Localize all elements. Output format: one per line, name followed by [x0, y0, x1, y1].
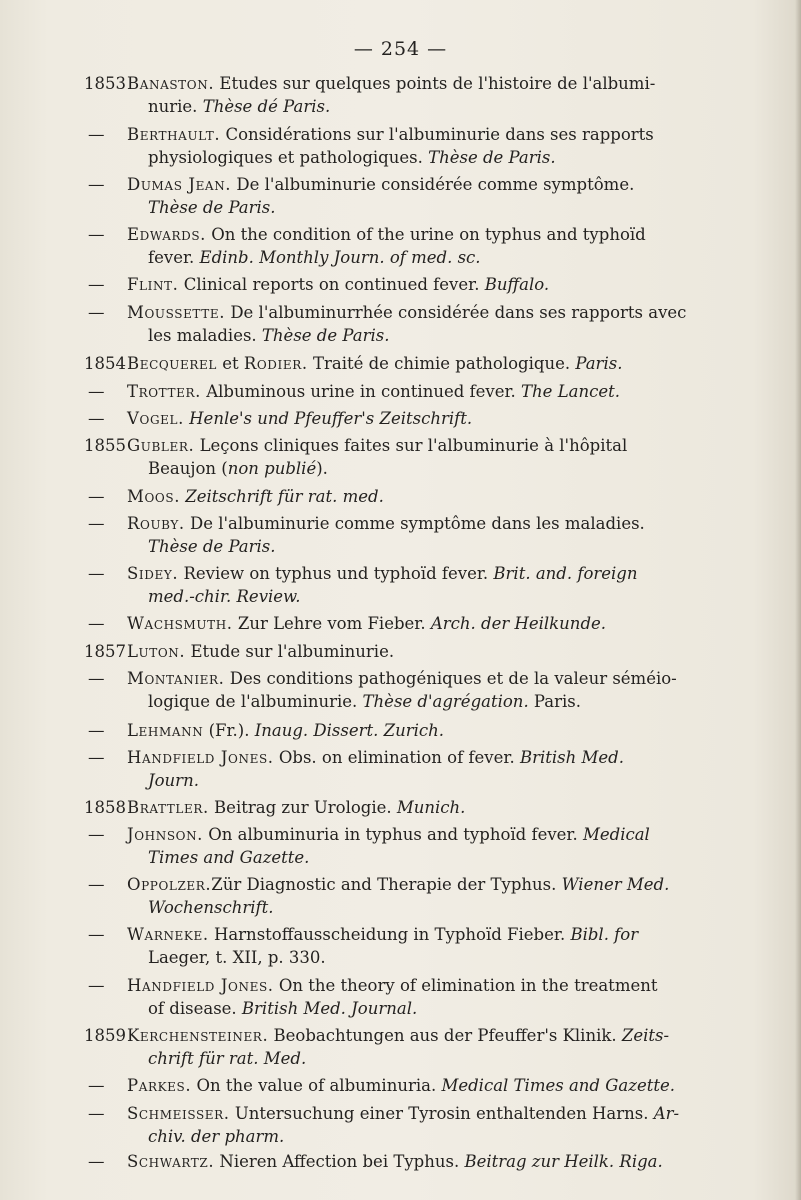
entry-year: 1854 — [84, 354, 126, 373]
entry-author: Flint. — [127, 275, 179, 294]
entry-text — [127, 301, 717, 347]
entry-dash: — — [88, 303, 105, 322]
entry-text — [127, 123, 717, 169]
entry-author: Montanier. — [127, 669, 225, 688]
entry-dash: — — [88, 275, 105, 294]
entry-author: Brattler. — [127, 798, 209, 817]
entry-source: non publié — [227, 459, 317, 478]
entry-text — [127, 1150, 717, 1173]
entry-line — [127, 562, 717, 585]
entry-text — [127, 796, 717, 819]
entry-author: Vogel. — [127, 409, 184, 428]
entry-author: Luton. — [127, 642, 186, 661]
entry-line — [127, 1024, 717, 1047]
page-edge-shadow — [795, 0, 801, 1200]
entry-dash: — — [88, 1152, 105, 1171]
entry-title: ). — [316, 459, 328, 478]
entry-author: Warneke. — [127, 925, 209, 944]
entry-title: les maladies. — [148, 326, 262, 345]
entry-source: Wiener Med. — [561, 875, 670, 894]
entry-source: Medical — [582, 825, 650, 844]
entry-text — [127, 223, 717, 269]
entry-text — [127, 974, 717, 1020]
entry-text — [127, 823, 717, 869]
entry-title: Des conditions pathogéniques et de la valeur séméio- — [224, 669, 677, 688]
entry-title: logique de l'albuminurie. — [148, 692, 363, 711]
entry-dash: — — [88, 721, 105, 740]
entry-source: British Med. — [519, 748, 624, 767]
entry-source: Beitrag zur Heilk. Riga. — [464, 1152, 663, 1171]
entry-title: De l'albuminurie comme symptôme dans les maladies. — [184, 514, 645, 533]
entry-title: Albuminous urine in continued fever. — [200, 382, 522, 401]
entry-source: Times and Gazette. — [148, 848, 310, 867]
entry-author: Gubler. — [127, 436, 195, 455]
entry-line-continued — [127, 324, 717, 347]
entry-source: Inaug. Dissert. Zurich. — [254, 721, 444, 740]
entry-author: Parkes. — [127, 1076, 192, 1095]
entry-dash: — — [88, 382, 105, 401]
entry-source: med.-chir. Review. — [148, 587, 301, 606]
entry-line — [127, 746, 717, 769]
entry-text — [127, 352, 717, 375]
entry-title: physiologiques et pathologiques. — [148, 148, 429, 167]
entry-author: Becquerel — [127, 354, 217, 373]
entry-text — [127, 719, 717, 742]
entry-dash: — — [88, 825, 105, 844]
entry-line — [127, 923, 717, 946]
entry-author: Handfield Jones. — [127, 976, 274, 995]
entry-author: Moos. — [127, 487, 181, 506]
entry-author: Schwartz. — [127, 1152, 215, 1171]
entry-dash: — — [88, 925, 105, 944]
entry-text — [127, 667, 717, 713]
entry-text — [127, 173, 717, 219]
entry-line-continued — [127, 457, 717, 480]
entry-title: Beobachtungen aus der Pfeuffer's Klinik. — [268, 1026, 622, 1045]
entry-line — [127, 223, 717, 246]
entry-dash: — — [88, 614, 105, 633]
entry-line — [127, 719, 717, 742]
entry-source: Bibl. for — [570, 925, 639, 944]
entry-author: Rouby. — [127, 514, 185, 533]
entry-source: Thèse de Paris. — [148, 198, 276, 217]
entry-author: Schmeisser. — [127, 1104, 230, 1123]
entry-text — [127, 1102, 717, 1148]
entry-text — [127, 273, 717, 296]
entry-text — [127, 380, 717, 403]
entry-source: Zeits- — [621, 1026, 670, 1045]
entry-line — [127, 823, 717, 846]
entry-source: Wochenschrift. — [148, 898, 274, 917]
entry-line-continued — [127, 946, 717, 969]
entry-title: Review on typhus und typhoïd fever. — [178, 564, 494, 583]
entry-dash: — — [88, 1104, 105, 1123]
entry-title: Considérations sur l'albuminurie dans ses rapports — [220, 125, 654, 144]
entry-conjunction: et — [216, 354, 244, 373]
entry-author: Moussette. — [127, 303, 226, 322]
entry-author: Handfield Jones. — [127, 748, 274, 767]
entry-line — [127, 273, 717, 296]
entry-dash: — — [88, 409, 105, 428]
entry-dash: — — [88, 976, 105, 995]
entry-line — [127, 974, 717, 997]
entry-source: Zeitschrift für rat. med. — [180, 487, 384, 506]
entry-line — [127, 1150, 717, 1173]
entry-year: 1857 — [84, 642, 126, 661]
entry-line-continued — [127, 846, 717, 869]
entry-author: Rodier. — [243, 354, 308, 373]
entry-title: Harnstoffausscheidung in Typhoïd Fieber. — [208, 925, 571, 944]
entry-line-continued — [127, 997, 717, 1020]
entry-author: Dumas Jean. — [127, 175, 232, 194]
entry-title: Zur Lehre vom Fieber. — [232, 614, 431, 633]
entry-title: Etude sur l'albuminurie. — [185, 642, 395, 661]
entry-source: The Lancet. — [521, 382, 620, 401]
entry-title: Etudes sur quelques points de l'histoire de l'albumi- — [214, 74, 656, 93]
entry-author: Sidey. — [127, 564, 179, 583]
entry-dash: — — [88, 125, 105, 144]
entry-title: On the value of albuminuria. — [191, 1076, 442, 1095]
entry-source: Thèse d'agrégation. — [362, 692, 529, 711]
entry-title: On the condition of the urine on typhus and typhoïd — [206, 225, 646, 244]
entry-text — [127, 407, 717, 430]
entry-line — [127, 873, 717, 896]
entry-source: Paris. — [575, 354, 623, 373]
entry-text — [127, 1024, 717, 1070]
entry-source: Brit. and. foreign — [493, 564, 638, 583]
entry-title: nurie. — [148, 97, 203, 116]
entry-title: Laeger, t. XII, p. 330. — [148, 948, 326, 967]
entry-line-continued — [127, 896, 717, 919]
entry-line-continued — [127, 246, 717, 269]
entry-author: Oppolzer. — [127, 875, 212, 894]
entry-author: Kerchensteiner. — [127, 1026, 269, 1045]
entry-text — [127, 640, 717, 663]
entry-source: British Med. Journal. — [241, 999, 418, 1018]
entry-line — [127, 407, 717, 430]
entry-dash: — — [88, 669, 105, 688]
entry-source: Buffalo. — [484, 275, 550, 294]
entry-title: Paris. — [528, 692, 582, 711]
entry-text — [127, 746, 717, 792]
entry-line-continued — [127, 146, 717, 169]
entry-line — [127, 72, 717, 95]
entry-author: Trotter. — [127, 382, 201, 401]
entry-text — [127, 72, 717, 118]
entry-line — [127, 612, 717, 635]
entry-title: Beitrag zur Urologie. — [208, 798, 397, 817]
entry-title: Leçons cliniques faites sur l'albuminurie à l'hôpital — [194, 436, 628, 455]
entry-title: Untersuchung einer Tyrosin enthaltenden Harns. — [229, 1104, 654, 1123]
entry-title: Zür Diagnostic and Therapie der Typhus. — [211, 875, 562, 894]
entry-text — [127, 923, 717, 969]
entry-source: Medical Times and Gazette. — [441, 1076, 675, 1095]
entry-title: On the theory of elimination in the treatment — [273, 976, 658, 995]
entry-line-continued — [127, 1047, 717, 1070]
entry-line — [127, 123, 717, 146]
entry-author: Lehmann — [127, 721, 204, 740]
entry-source: Thèse de Paris. — [148, 537, 276, 556]
entry-line — [127, 796, 717, 819]
entry-title: Beaujon ( — [148, 459, 228, 478]
entry-source: Henle's und Pfeuffer's Zeitschrift. — [183, 409, 473, 428]
entry-source: Thèse de Paris. — [261, 326, 390, 345]
entry-title: On albuminuria in typhus and typhoïd fever. — [203, 825, 583, 844]
entry-source: chrift für rat. Med. — [148, 1049, 307, 1068]
entry-source: Arch. der Heilkunde. — [430, 614, 607, 633]
entry-title: Nieren Affection bei Typhus. — [214, 1152, 465, 1171]
page-number: — 254 — — [353, 38, 448, 60]
entry-line-continued — [127, 95, 717, 118]
entry-source: chiv. der pharm. — [148, 1127, 285, 1146]
entry-dash: — — [88, 225, 105, 244]
entry-line — [127, 434, 717, 457]
entry-text — [127, 512, 717, 558]
entry-author: Johnson. — [127, 825, 204, 844]
entry-dash: — — [88, 1076, 105, 1095]
entry-text — [127, 485, 717, 508]
entry-title: De l'albuminurie considérée comme symptôme. — [231, 175, 635, 194]
entry-text — [127, 612, 717, 635]
entry-source: Ar- — [653, 1104, 680, 1123]
entry-title: De l'albuminurrhée considérée dans ses rapports avec — [225, 303, 687, 322]
entry-line — [127, 640, 717, 663]
entry-author: Banaston. — [127, 74, 215, 93]
entry-line-continued — [127, 1125, 717, 1148]
entry-author: Wachsmuth. — [127, 614, 233, 633]
entry-source: Edinb. Monthly Journ. of med. sc. — [199, 248, 481, 267]
entry-line — [127, 352, 717, 375]
entry-title: of disease. — [148, 999, 242, 1018]
entry-dash: — — [88, 875, 105, 894]
entry-line — [127, 512, 717, 535]
entry-title: Clinical reports on continued fever. — [178, 275, 485, 294]
entry-line — [127, 173, 717, 196]
entry-line-continued — [127, 585, 717, 608]
entry-line — [127, 667, 717, 690]
entry-source: Journ. — [148, 771, 199, 790]
entry-text — [127, 562, 717, 608]
entry-line — [127, 380, 717, 403]
entry-text — [127, 434, 717, 480]
entry-dash: — — [88, 514, 105, 533]
entry-author: Berthault. — [127, 125, 221, 144]
entry-dash: — — [88, 564, 105, 583]
entry-line-continued — [127, 535, 717, 558]
entry-year: 1859 — [84, 1026, 126, 1045]
entry-source: Thèse de Paris. — [428, 148, 556, 167]
entry-title: (Fr.). — [203, 721, 255, 740]
entry-dash: — — [88, 487, 105, 506]
entry-text — [127, 873, 717, 919]
entry-year: 1858 — [84, 798, 126, 817]
entry-year: 1853 — [84, 74, 126, 93]
entry-line — [127, 1102, 717, 1125]
entry-author: Edwards. — [127, 225, 206, 244]
entry-line — [127, 485, 717, 508]
entry-year: 1855 — [84, 436, 126, 455]
entry-line — [127, 301, 717, 324]
entry-title: Obs. on elimination of fever. — [273, 748, 520, 767]
entry-source: Munich. — [396, 798, 466, 817]
entry-line — [127, 1074, 717, 1097]
entry-dash: — — [88, 748, 105, 767]
entry-line-continued — [127, 196, 717, 219]
entry-title: Traité de chimie pathologique. — [307, 354, 576, 373]
entry-dash: — — [88, 175, 105, 194]
entry-line-continued — [127, 690, 717, 713]
entry-source: Thèse dé Paris. — [202, 97, 331, 116]
entry-line-continued — [127, 769, 717, 792]
entry-title: fever. — [148, 248, 200, 267]
entry-text — [127, 1074, 717, 1097]
